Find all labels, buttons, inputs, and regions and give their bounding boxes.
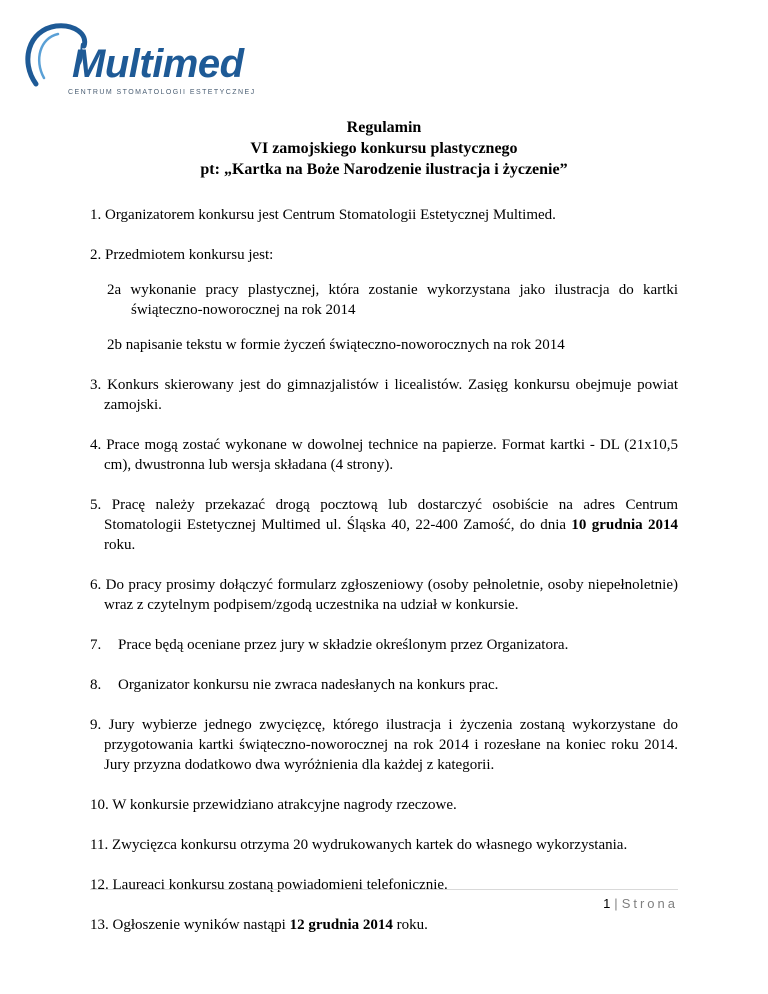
rule-3: 3. Konkurs skierowany jest do gimnazjalistów i licealistów. Zasięg konkursu obejmuje powiat zamojski. bbox=[90, 377, 678, 413]
title-line-3: pt: „Kartka na Boże Narodzenie ilustracja i życzenie” bbox=[200, 161, 568, 178]
title-line-2: VI zamojskiego konkursu plastycznego bbox=[250, 140, 518, 157]
rule-2: 2. Przedmiotem konkursu jest: bbox=[90, 247, 274, 263]
rule-8-text: Organizator konkursu nie zwraca nadesłanych na konkurs prac. bbox=[118, 677, 499, 693]
page-number: 1 bbox=[603, 896, 611, 911]
rule-5 bbox=[90, 495, 678, 555]
rule-10: 10. W konkursie przewidziano atrakcyjne nagrody rzeczowe. bbox=[90, 797, 457, 813]
rule-8 bbox=[90, 675, 678, 695]
rule-2a: 2a wykonanie pracy plastycznej, która zostanie wykorzystana jako ilustracja do kartki świąteczno-noworocznej na rok 2014 bbox=[107, 282, 678, 318]
logo-wordmark: Multimed bbox=[72, 42, 244, 86]
rule-1: 1. Organizatorem konkursu jest Centrum Stomatologii Estetycznej Multimed. bbox=[90, 207, 556, 223]
logo-subtitle: CENTRUM STOMATOLOGII ESTETYCZNEJ bbox=[68, 89, 256, 96]
rule-9: 9. Jury wybierze jednego zwycięzcę, którego ilustracja i życzenia zostaną wykorzystane do przygotowania kartki świąteczno-noworocznej na rok 2014 i rozesłane na koniec roku 2014. Jury przyzna dodatkowo dwa wyróżnienia dla każdej z kategorii. bbox=[90, 717, 678, 773]
footer-divider bbox=[90, 889, 678, 890]
page-word: Strona bbox=[621, 896, 678, 911]
rule-13-end: roku. bbox=[392, 917, 428, 933]
rule-13-date: 12 grudnia 2014 bbox=[289, 917, 393, 933]
footer-separator: | bbox=[614, 896, 618, 911]
rule-13-text: 13. Ogłoszenie wyników nastąpi bbox=[90, 917, 290, 933]
rule-11: 11. Zwycięzca konkursu otrzyma 20 wydrukowanych kartek do własnego wykorzystania. bbox=[90, 837, 628, 853]
rule-6: 6. Do pracy prosimy dołączyć formularz zgłoszeniowy (osoby pełnoletnie, osoby niepełnoletnie) wraz z czytelnym podpisem/zgodą uczestnika na udział w konkursie. bbox=[90, 577, 678, 613]
rule-5-end: roku. bbox=[104, 537, 136, 553]
rule-8-number: 8. bbox=[90, 677, 102, 693]
rule-5-deadline: 10 grudnia 2014 bbox=[571, 517, 679, 533]
rule-12: 12. Laureaci konkursu zostaną powiadomieni telefonicznie. bbox=[90, 877, 448, 893]
rules-body bbox=[90, 205, 678, 935]
document-title bbox=[90, 117, 678, 180]
multimed-logo bbox=[22, 22, 256, 104]
rule-7 bbox=[90, 635, 678, 655]
title-line-1: Regulamin bbox=[346, 119, 422, 136]
rule-5-text: 5. Pracę należy przekazać drogą pocztową lub dostarczyć osobiście na adres Centrum Stomatologii Estetycznej Multimed ul. Śląska 40, 22-400 Zamość, do dnia bbox=[90, 497, 678, 533]
rule-4: 4. Prace mogą zostać wykonane w dowolnej technice na papierze. Format kartki - DL (21x10,5 cm), dwustronna lub wersja składana (4 strony). bbox=[90, 437, 678, 473]
page-footer bbox=[603, 896, 678, 911]
rule-7-text: Prace będą oceniane przez jury w składzie określonym przez Organizatora. bbox=[118, 637, 569, 653]
rule-13 bbox=[90, 915, 678, 935]
rule-7-number: 7. bbox=[90, 637, 102, 653]
rule-2b: 2b napisanie tekstu w formie życzeń świąteczno-noworocznych na rok 2014 bbox=[107, 337, 565, 353]
